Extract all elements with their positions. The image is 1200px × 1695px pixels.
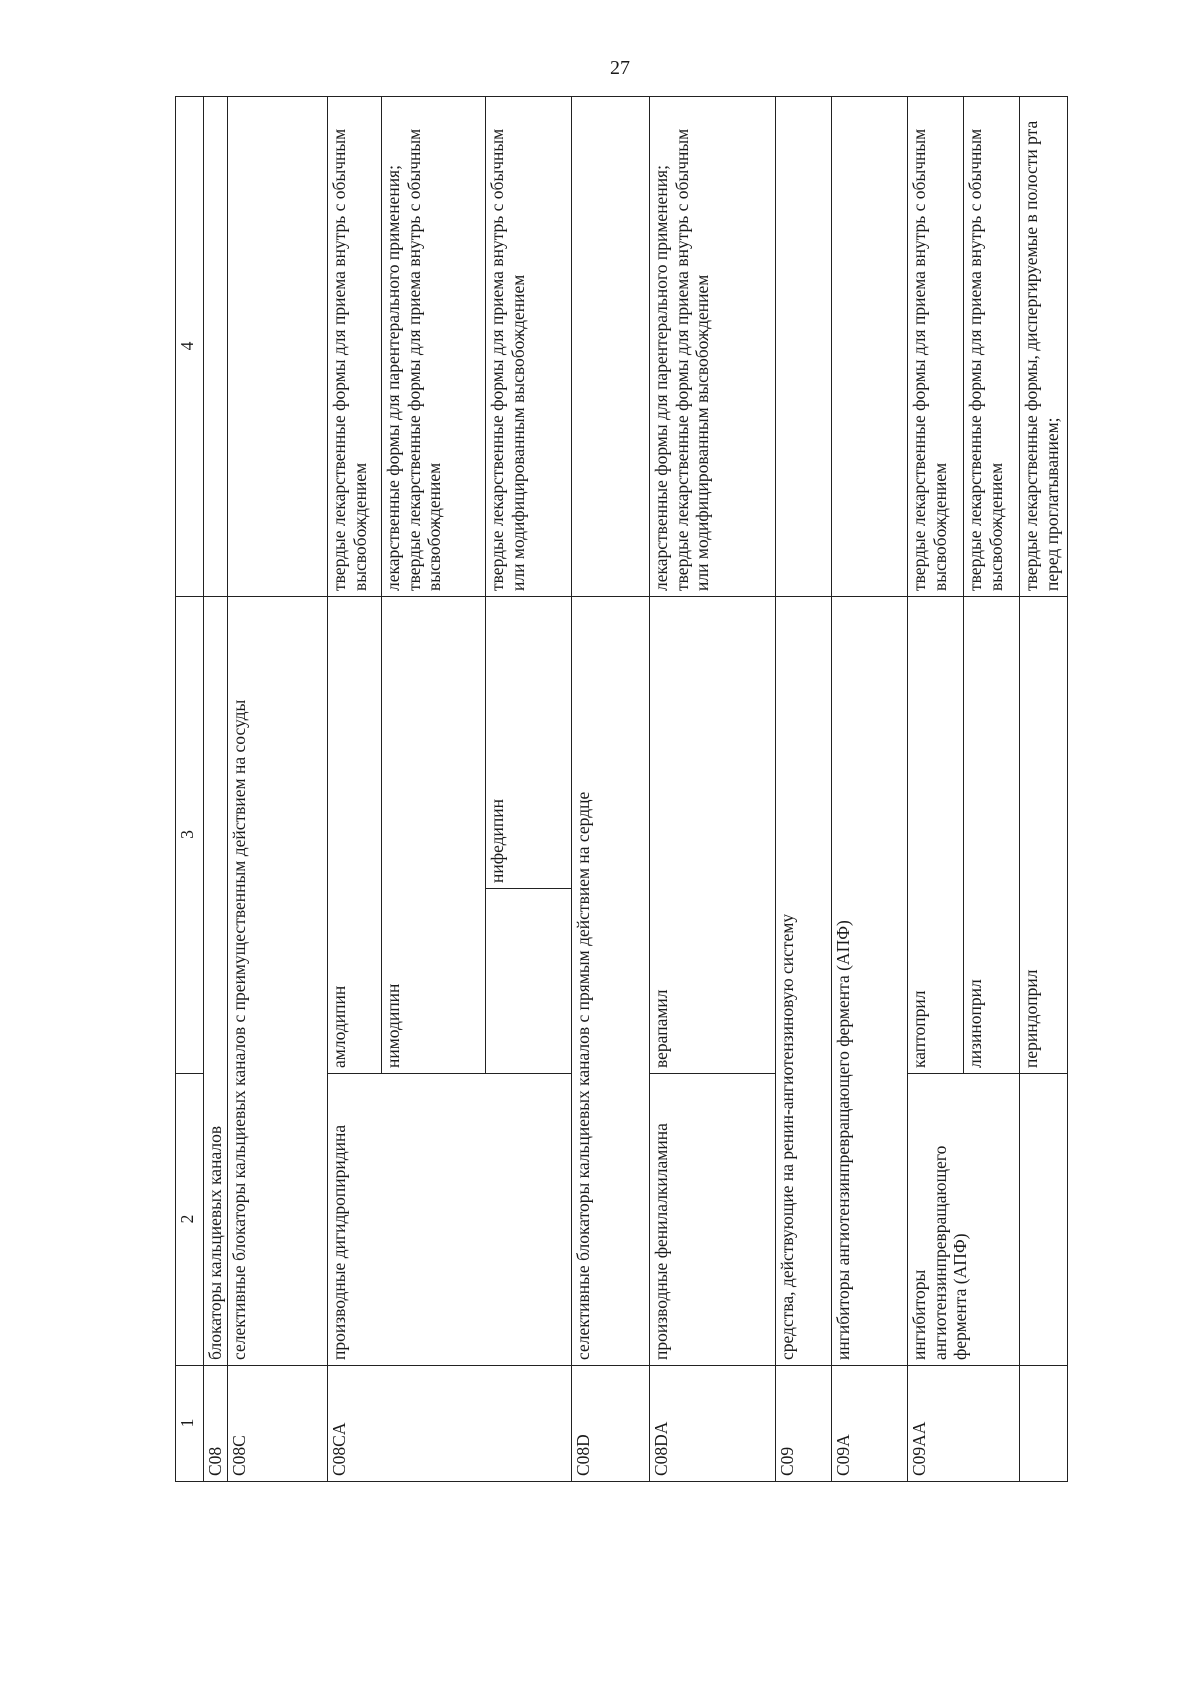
table-row [572,97,650,1482]
group-name: ингибиторы ангиотензинпревращающего фермента (АПФ) [832,597,908,1366]
drug-name: амлодипин [328,597,382,1074]
drug-name: нимодипин [382,597,486,1074]
table-row [908,97,964,1482]
group-name: производные дигидропиридина [328,1074,572,1366]
dosage-forms [832,97,908,597]
atc-code: C08CA [328,1366,572,1482]
dosage-forms [228,97,328,597]
dosage-forms [572,97,650,597]
dosage-forms [204,97,228,597]
atc-code: C08D [572,1366,650,1482]
group-name: ингибиторы ангиотензинпревращающего фермента (АПФ) [908,1074,1020,1366]
drug-name: периндоприл [1020,597,1068,1074]
group-name: блокаторы кальциевых каналов [204,597,228,1366]
dosage-forms: твердые лекарственные формы, диспергируемые в полости рта перед проглатыванием; [1020,97,1068,597]
page-number: 27 [610,57,630,79]
dosage-forms: твердые лекарственные формы для приема внутрь с обычным высвобождением [328,97,382,597]
rotated-table-container [175,97,1095,1482]
atc-code: C09A [832,1366,908,1482]
dosage-forms: твердые лекарственные формы для приема внутрь с обычным или модифицированным высвобождением [486,97,572,597]
drug-table [175,96,1068,1482]
column-header: 4 [176,97,204,597]
atc-code: C08DA [650,1366,776,1482]
dosage-forms: лекарственные формы для парентерального применения; твердые лекарственные формы для приема внутрь с обычным высвобождением [382,97,486,597]
empty-cell [486,889,572,1074]
atc-code: C08C [228,1366,328,1482]
group-name: производные фенилалкиламина [650,1074,776,1366]
drug-name: каптоприл [908,597,964,1074]
table-row [328,97,382,1482]
group-name: селективные блокаторы кальциевых каналов с преимущественным действием на сосуды [228,597,328,1366]
dosage-forms: лекарственные формы для парентерального применения; твердые лекарственные формы для приема внутрь с обычным или модифицированным высвобождением [650,97,776,597]
column-header: 1 [176,1366,204,1482]
drug-name: лизиноприл [964,597,1020,1074]
atc-code: C09 [776,1366,832,1482]
table-row [650,97,776,1482]
group-name [1020,1074,1068,1366]
group-name: селективные блокаторы кальциевых каналов с прямым действием на сердце [572,597,650,1366]
table-row [204,97,228,1482]
drug-name: нифедипин [486,597,572,889]
dosage-forms [776,97,832,597]
table-row [776,97,832,1482]
atc-code: C09AA [908,1366,1020,1482]
atc-code [1020,1366,1068,1482]
dosage-forms: твердые лекарственные формы для приема внутрь с обычным высвобождением [964,97,1020,597]
column-header: 3 [176,597,204,1074]
dosage-forms: твердые лекарственные формы для приема внутрь с обычным высвобождением [908,97,964,597]
table-row [832,97,908,1482]
table-header-row [176,97,204,1482]
table-row [228,97,328,1482]
group-name: средства, действующие на ренин-ангиотензиновую систему [776,597,832,1366]
atc-code: C08 [204,1366,228,1482]
drug-name: верапамил [650,597,776,1074]
column-header: 2 [176,1074,204,1366]
table-row [1020,97,1068,1482]
